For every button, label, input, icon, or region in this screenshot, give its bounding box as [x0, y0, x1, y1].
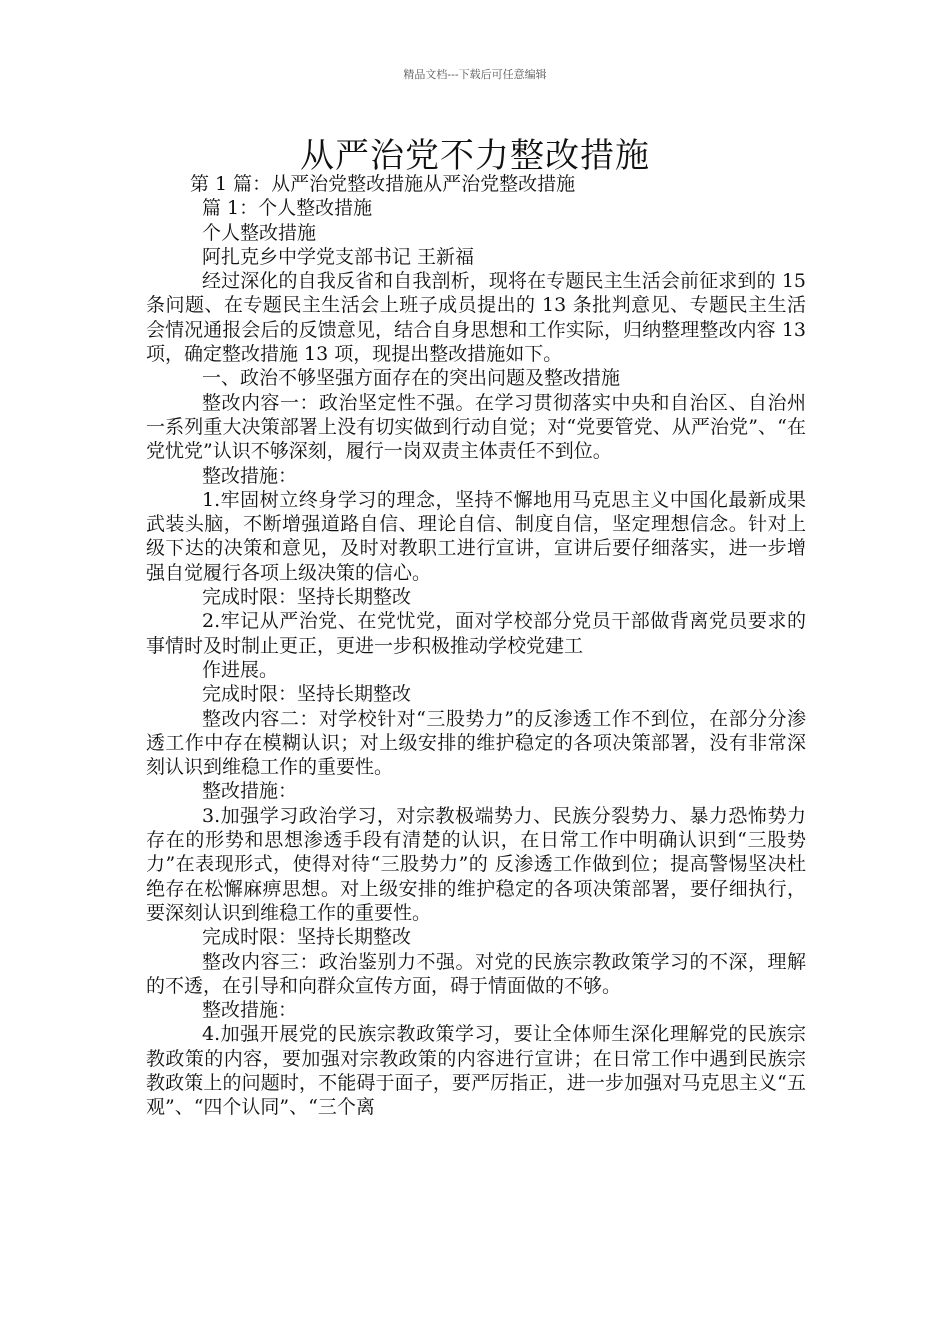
body-paragraph: 阿扎克乡中学党支部书记 王新福 [202, 245, 475, 268]
document-title: 从严治党不力整改措施 [300, 136, 650, 176]
body-paragraph: 整改内容三：政治鉴别力不强。对党的民族宗教政策学习的不深，理解的不透，在引导和向群众宣传方面，碍于情面做的不够。 [146, 950, 806, 997]
document-body [146, 172, 806, 1120]
body-paragraph: 完成时限：坚持长期整改 [202, 683, 412, 706]
body-paragraph: 第 1 篇：从严治党整改措施从严治党整改措施 [190, 173, 576, 195]
body-paragraph: 篇 1：个人整改措施 [202, 197, 373, 220]
body-paragraph: 1.牢固树立终身学习的理念，坚持不懈地用马克思主义中国化最新成果武装头脑，不断增强道路自信、理论自信、制度自信，坚定理想信念。针对上级下达的决策和意见，及时对教职工进行宣讲，宣讲后要仔细落实，进一步增强自觉履行各项上级决策的信心。 [146, 488, 806, 584]
body-paragraph: 完成时限：坚持长期整改 [202, 586, 412, 609]
body-paragraph: 个人整改措施 [202, 221, 317, 244]
body-paragraph: 整改措施： [202, 464, 298, 487]
body-paragraph: 作进展。 [202, 658, 279, 681]
body-paragraph: 2.牢记从严治党、在党忧党，面对学校部分党员干部做背离党员要求的事情时及时制止更正，更进一步积极推动学校党建工 [146, 610, 806, 657]
body-paragraph: 整改内容一：政治坚定性不强。在学习贯彻落实中央和自治区、自治州一系列重大决策部署上没有切实做到行动自觉；对“党要管党、从严治党”、“在党忧党”认识不够深刻，履行一岗双责主体责任不到位。 [146, 391, 806, 463]
body-paragraph: 经过深化的自我反省和自我剖析，现将在专题民主生活会前征求到的 15 条问题、在专题民主生活会上班子成员提出的 13 条批判意见、专题民主生活会情况通报会后的反馈意见，结合自身思想和工作实际，归纳整理整改内容 13 项，确定整改措施 13 项，现提出整改措施如下。 [146, 270, 806, 366]
body-paragraph: 整改措施： [202, 780, 298, 803]
body-paragraph: 4.加强开展党的民族宗教政策学习，要让全体师生深化理解党的民族宗教政策的内容，要加强对宗教政策的内容进行宣讲；在日常工作中遇到民族宗教政策上的问题时，不能碍于面子，要严厉指正，进一步加强对马克思主义“五观”、“四个认同”、“三个离 [146, 1023, 806, 1119]
body-paragraph: 3.加强学习政治学习，对宗教极端势力、民族分裂势力、暴力恐怖势力存在的形势和思想渗透手段有清楚的认识，在日常工作中明确认识到“三股势力”在表现形式，使得对待“三股势力”的 反渗透工作做到位；提高警惕坚决杜绝存在松懈麻痹思想。对上级安排的维护稳定的各项决策部署，要仔细执行，要深刻认识到维稳工作的重要性。 [146, 804, 806, 924]
body-paragraph: 完成时限：坚持长期整改 [202, 926, 412, 949]
body-paragraph: 整改内容二：对学校针对“三股势力”的反渗透工作不到位，在部分分渗透工作中存在模糊认识；对上级安排的维护稳定的各项决策部署，没有非常深刻认识到维稳工作的重要性。 [146, 707, 806, 779]
page-header-note: 精品文档---下载后可任意编辑 [403, 68, 547, 81]
body-paragraph: 整改措施： [202, 999, 298, 1022]
body-paragraph: 一、政治不够坚强方面存在的突出问题及整改措施 [202, 367, 621, 390]
